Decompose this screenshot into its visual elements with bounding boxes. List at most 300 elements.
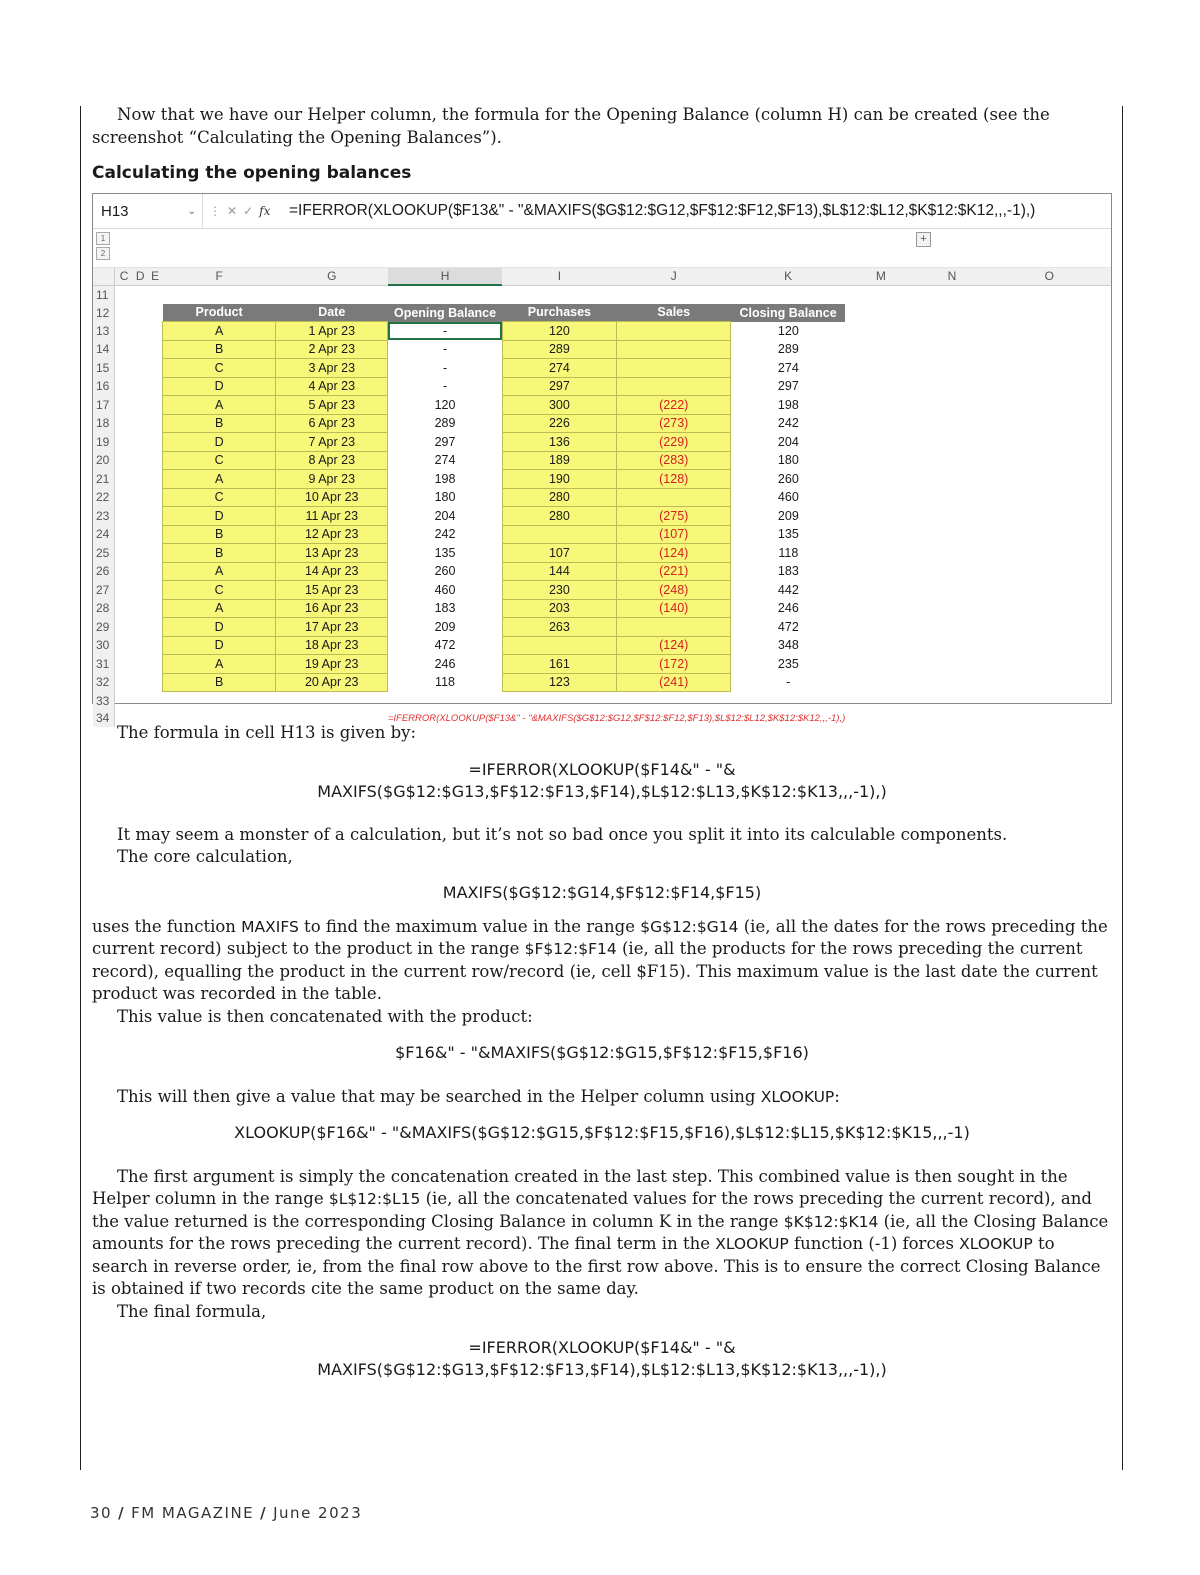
data-cell[interactable]: 107	[502, 544, 616, 563]
cell[interactable]	[148, 322, 163, 341]
cell[interactable]	[845, 488, 916, 507]
cell[interactable]	[133, 359, 148, 378]
column-header[interactable]: F	[163, 268, 276, 285]
cell[interactable]	[148, 451, 163, 470]
table-header-cell[interactable]: Product	[163, 304, 276, 322]
data-cell[interactable]: 289	[502, 340, 616, 359]
data-cell[interactable]: (107)	[617, 525, 731, 544]
data-cell[interactable]: 472	[777, 619, 799, 634]
cell[interactable]	[133, 377, 148, 396]
cell[interactable]	[845, 433, 916, 452]
row-header[interactable]: 18	[93, 414, 115, 433]
cell[interactable]	[916, 581, 987, 600]
data-cell[interactable]: 246	[434, 656, 456, 671]
data-cell[interactable]: 472	[434, 638, 456, 653]
data-cell[interactable]: 118	[778, 545, 799, 560]
data-cell[interactable]: B	[163, 340, 276, 359]
row-header[interactable]: 29	[93, 618, 115, 637]
cell[interactable]	[845, 304, 916, 322]
cell[interactable]	[148, 285, 163, 304]
cell[interactable]	[845, 636, 916, 655]
cell[interactable]	[916, 470, 987, 489]
cell[interactable]	[845, 322, 916, 341]
data-cell[interactable]: 10 Apr 23	[276, 488, 388, 507]
cell[interactable]	[115, 710, 133, 728]
cell[interactable]	[133, 304, 148, 322]
data-cell[interactable]: (241)	[617, 673, 731, 692]
cell[interactable]	[988, 544, 1111, 563]
data-cell[interactable]: -	[442, 342, 448, 357]
column-header[interactable]: I	[502, 268, 616, 285]
more-icon[interactable]: ⋮	[209, 204, 221, 218]
data-cell[interactable]: 274	[777, 360, 799, 375]
cell[interactable]	[988, 618, 1111, 637]
cell[interactable]	[133, 414, 148, 433]
row-header[interactable]: 15	[93, 359, 115, 378]
data-cell[interactable]: C	[163, 359, 276, 378]
cell[interactable]	[988, 599, 1111, 618]
cell[interactable]	[148, 359, 163, 378]
data-cell[interactable]: 9 Apr 23	[276, 470, 388, 489]
cell[interactable]	[916, 285, 987, 304]
data-cell[interactable]: 135	[777, 527, 799, 542]
cell[interactable]	[133, 396, 148, 415]
data-cell[interactable]: 135	[434, 545, 456, 560]
cell[interactable]	[115, 304, 133, 322]
column-header[interactable]: N	[916, 268, 987, 285]
data-cell[interactable]	[502, 636, 616, 655]
cell[interactable]	[148, 396, 163, 415]
data-cell[interactable]: 120	[777, 323, 799, 338]
cell[interactable]	[148, 304, 163, 322]
data-cell[interactable]: A	[163, 599, 276, 618]
cell[interactable]	[988, 710, 1111, 728]
data-cell[interactable]: 15 Apr 23	[276, 581, 388, 600]
data-cell[interactable]: 1 Apr 23	[276, 322, 388, 341]
cell[interactable]	[988, 359, 1111, 378]
row-header[interactable]: 32	[93, 673, 115, 692]
cell[interactable]	[916, 618, 987, 637]
cancel-icon[interactable]: ✕	[227, 204, 238, 218]
data-cell[interactable]: 460	[434, 582, 456, 597]
data-cell[interactable]: 274	[434, 453, 456, 468]
data-cell[interactable]: A	[163, 396, 276, 415]
data-cell[interactable]: 226	[502, 414, 616, 433]
data-cell[interactable]	[617, 340, 731, 359]
cell[interactable]	[988, 507, 1111, 526]
outline-level-2[interactable]: 2	[96, 247, 110, 260]
data-cell[interactable]: 209	[434, 619, 456, 634]
cell[interactable]	[115, 451, 133, 470]
data-cell[interactable]: 19 Apr 23	[276, 655, 388, 674]
row-header[interactable]: 21	[93, 470, 115, 489]
row-header[interactable]: 34	[93, 710, 115, 728]
data-cell[interactable]: 13 Apr 23	[276, 544, 388, 563]
cell[interactable]	[148, 599, 163, 618]
data-cell[interactable]: 18 Apr 23	[276, 636, 388, 655]
cell[interactable]	[916, 377, 987, 396]
data-cell[interactable]: 235	[777, 656, 799, 671]
row-header[interactable]: 19	[93, 433, 115, 452]
data-cell[interactable]: 203	[502, 599, 616, 618]
data-cell[interactable]: 260	[434, 564, 456, 579]
row-header[interactable]: 27	[93, 581, 115, 600]
column-header[interactable]: H	[388, 268, 502, 285]
cell[interactable]	[133, 322, 148, 341]
row-header[interactable]: 25	[93, 544, 115, 563]
cell[interactable]	[115, 692, 133, 710]
cell[interactable]	[988, 655, 1111, 674]
table-header-cell[interactable]: Opening Balance	[388, 304, 502, 322]
cell[interactable]	[115, 525, 133, 544]
cell[interactable]	[502, 285, 616, 304]
cell[interactable]	[276, 710, 388, 728]
data-cell[interactable]: 280	[502, 507, 616, 526]
cell[interactable]	[845, 414, 916, 433]
data-cell[interactable]: 300	[502, 396, 616, 415]
row-header[interactable]: 31	[93, 655, 115, 674]
cell[interactable]	[988, 488, 1111, 507]
data-cell[interactable]: 6 Apr 23	[276, 414, 388, 433]
data-cell[interactable]: 5 Apr 23	[276, 396, 388, 415]
cell[interactable]	[916, 488, 987, 507]
cell[interactable]	[133, 581, 148, 600]
cell[interactable]	[276, 285, 388, 304]
cell[interactable]	[845, 285, 916, 304]
cell[interactable]	[988, 581, 1111, 600]
data-cell[interactable]: A	[163, 655, 276, 674]
data-cell[interactable]: (222)	[617, 396, 731, 415]
cell[interactable]	[115, 507, 133, 526]
cell[interactable]	[916, 562, 987, 581]
data-cell[interactable]: 198	[777, 397, 799, 412]
cell[interactable]	[148, 414, 163, 433]
data-cell[interactable]: 263	[502, 618, 616, 637]
row-header[interactable]: 33	[93, 692, 115, 710]
cell[interactable]	[988, 285, 1111, 304]
data-cell[interactable]: 11 Apr 23	[276, 507, 388, 526]
cell[interactable]	[133, 636, 148, 655]
cell[interactable]	[115, 470, 133, 489]
data-cell[interactable]: B	[163, 414, 276, 433]
data-cell[interactable]: 204	[777, 434, 799, 449]
data-cell[interactable]: 289	[777, 342, 799, 357]
row-header[interactable]: 23	[93, 507, 115, 526]
cell[interactable]	[916, 359, 987, 378]
cell[interactable]	[916, 340, 987, 359]
cell[interactable]	[731, 285, 845, 304]
cell[interactable]	[845, 710, 916, 728]
cell[interactable]	[133, 692, 148, 710]
row-header[interactable]: 16	[93, 377, 115, 396]
cell[interactable]	[148, 618, 163, 637]
cell[interactable]	[148, 433, 163, 452]
data-cell[interactable]: 8 Apr 23	[276, 451, 388, 470]
cell[interactable]	[133, 433, 148, 452]
data-cell[interactable]: 16 Apr 23	[276, 599, 388, 618]
data-cell[interactable]: 180	[777, 453, 799, 468]
cell[interactable]	[916, 451, 987, 470]
cell[interactable]	[988, 636, 1111, 655]
cell[interactable]	[845, 451, 916, 470]
cell[interactable]	[133, 673, 148, 692]
data-cell[interactable]: (229)	[617, 433, 731, 452]
column-header[interactable]: E	[148, 268, 163, 285]
cell[interactable]	[845, 396, 916, 415]
cell[interactable]	[845, 525, 916, 544]
cell[interactable]	[115, 544, 133, 563]
data-cell[interactable]: (172)	[617, 655, 731, 674]
cell[interactable]	[845, 340, 916, 359]
cell[interactable]	[916, 710, 987, 728]
data-cell[interactable]: A	[163, 562, 276, 581]
corner-cell[interactable]	[93, 268, 115, 285]
data-cell[interactable]: (128)	[617, 470, 731, 489]
cell[interactable]	[916, 304, 987, 322]
data-cell[interactable]: 118	[435, 675, 455, 690]
column-header[interactable]: J	[617, 268, 731, 285]
expand-group-button[interactable]: +	[916, 232, 931, 247]
cell[interactable]	[115, 377, 133, 396]
cell[interactable]	[988, 433, 1111, 452]
row-header[interactable]: 12	[93, 304, 115, 322]
row-header[interactable]: 11	[93, 285, 115, 304]
cell[interactable]	[115, 655, 133, 674]
data-cell[interactable]: (283)	[617, 451, 731, 470]
data-cell[interactable]: 297	[502, 377, 616, 396]
cell[interactable]	[148, 581, 163, 600]
function-icon[interactable]: fx	[259, 204, 271, 218]
data-cell[interactable]: 242	[434, 527, 456, 542]
data-cell[interactable]: 123	[502, 673, 616, 692]
data-cell[interactable]: 17 Apr 23	[276, 618, 388, 637]
cell[interactable]	[988, 414, 1111, 433]
data-cell[interactable]	[617, 359, 731, 378]
column-header[interactable]: K	[731, 268, 845, 285]
data-cell[interactable]: 7 Apr 23	[276, 433, 388, 452]
row-header[interactable]: 24	[93, 525, 115, 544]
data-cell[interactable]: D	[163, 636, 276, 655]
cell[interactable]	[163, 710, 276, 728]
cell[interactable]	[502, 692, 616, 710]
cell[interactable]	[845, 562, 916, 581]
cell[interactable]	[115, 562, 133, 581]
data-cell[interactable]: 183	[434, 601, 456, 616]
cell[interactable]	[163, 692, 276, 710]
data-cell[interactable]: 189	[502, 451, 616, 470]
data-cell[interactable]: 289	[434, 416, 456, 431]
data-cell[interactable]: D	[163, 507, 276, 526]
data-cell[interactable]: A	[163, 470, 276, 489]
data-cell[interactable]: 230	[502, 581, 616, 600]
cell[interactable]	[916, 692, 987, 710]
row-header[interactable]: 22	[93, 488, 115, 507]
data-cell[interactable]: 14 Apr 23	[276, 562, 388, 581]
data-cell[interactable]: 183	[777, 564, 799, 579]
cell[interactable]	[916, 655, 987, 674]
cell[interactable]	[148, 710, 163, 728]
cell[interactable]	[133, 525, 148, 544]
data-cell[interactable]: D	[163, 377, 276, 396]
data-cell[interactable]: 246	[777, 601, 799, 616]
cell[interactable]	[115, 359, 133, 378]
cell[interactable]	[845, 673, 916, 692]
cell[interactable]	[845, 359, 916, 378]
cell[interactable]	[115, 488, 133, 507]
cell[interactable]	[148, 525, 163, 544]
data-cell[interactable]: A	[163, 322, 276, 341]
cell[interactable]	[133, 285, 148, 304]
data-cell[interactable]: -	[442, 379, 448, 394]
row-header[interactable]: 17	[93, 396, 115, 415]
data-cell[interactable]: (248)	[617, 581, 731, 600]
data-cell[interactable]: 348	[777, 638, 799, 653]
cell[interactable]	[133, 451, 148, 470]
data-cell[interactable]: 297	[777, 379, 799, 394]
table-header-cell[interactable]: Date	[276, 304, 388, 322]
cell[interactable]	[617, 692, 731, 710]
cell[interactable]	[916, 433, 987, 452]
data-cell[interactable]: 4 Apr 23	[276, 377, 388, 396]
data-cell[interactable]: C	[163, 451, 276, 470]
table-header-cell[interactable]: Sales	[617, 304, 731, 322]
cell[interactable]	[148, 692, 163, 710]
data-cell[interactable]: (273)	[617, 414, 731, 433]
data-cell[interactable]: 204	[434, 508, 456, 523]
cell[interactable]	[115, 581, 133, 600]
cell[interactable]	[115, 636, 133, 655]
data-cell[interactable]: 12 Apr 23	[276, 525, 388, 544]
data-cell[interactable]: D	[163, 618, 276, 637]
data-cell[interactable]: D	[163, 433, 276, 452]
data-cell[interactable]: 198	[434, 471, 456, 486]
cell[interactable]	[988, 377, 1111, 396]
data-cell[interactable]: C	[163, 488, 276, 507]
cell[interactable]	[133, 655, 148, 674]
cell[interactable]	[148, 470, 163, 489]
cell[interactable]	[115, 285, 133, 304]
data-cell[interactable]: 3 Apr 23	[276, 359, 388, 378]
cell[interactable]	[133, 470, 148, 489]
cell[interactable]	[133, 710, 148, 728]
cell[interactable]	[133, 618, 148, 637]
data-cell[interactable]: 297	[434, 434, 456, 449]
data-cell[interactable]: -	[442, 360, 448, 375]
cell[interactable]	[133, 340, 148, 359]
data-cell[interactable]: 190	[502, 470, 616, 489]
cell[interactable]	[916, 507, 987, 526]
cell[interactable]	[916, 322, 987, 341]
cell[interactable]	[845, 507, 916, 526]
data-cell[interactable]: 136	[502, 433, 616, 452]
data-cell[interactable]	[617, 377, 731, 396]
cell[interactable]	[988, 322, 1111, 341]
cell[interactable]	[988, 525, 1111, 544]
data-cell[interactable]: (140)	[617, 599, 731, 618]
cell[interactable]	[148, 377, 163, 396]
cell[interactable]	[148, 340, 163, 359]
cell[interactable]	[845, 599, 916, 618]
data-cell[interactable]: B	[163, 525, 276, 544]
name-box[interactable]	[93, 194, 203, 228]
chevron-down-icon[interactable]: ⌄	[187, 205, 196, 217]
outline-level-1[interactable]: 1	[96, 232, 110, 245]
data-cell[interactable]: 120	[434, 397, 456, 412]
data-cell[interactable]: 209	[777, 508, 799, 523]
data-cell[interactable]: 120	[502, 322, 616, 341]
data-cell[interactable]: 280	[502, 488, 616, 507]
cell[interactable]	[148, 544, 163, 563]
cell[interactable]	[916, 599, 987, 618]
cell[interactable]	[916, 544, 987, 563]
column-header[interactable]: M	[845, 268, 916, 285]
row-header[interactable]: 14	[93, 340, 115, 359]
cell[interactable]	[133, 544, 148, 563]
cell[interactable]	[115, 433, 133, 452]
cell[interactable]	[148, 636, 163, 655]
confirm-icon[interactable]: ✓	[243, 204, 254, 218]
table-header-cell[interactable]: Purchases	[502, 304, 616, 322]
row-header[interactable]: 20	[93, 451, 115, 470]
cell[interactable]	[133, 507, 148, 526]
cell[interactable]	[988, 304, 1111, 322]
row-header[interactable]: 28	[93, 599, 115, 618]
cell[interactable]	[845, 581, 916, 600]
cell[interactable]	[988, 673, 1111, 692]
cell[interactable]	[115, 322, 133, 341]
cell[interactable]	[845, 470, 916, 489]
data-cell[interactable]: -	[388, 322, 502, 341]
data-cell[interactable]: 20 Apr 23	[276, 673, 388, 692]
column-header[interactable]: C	[115, 268, 133, 285]
table-header-cell[interactable]: Closing Balance	[731, 304, 845, 322]
column-header[interactable]: G	[276, 268, 388, 285]
data-cell[interactable]: 274	[502, 359, 616, 378]
cell[interactable]	[133, 562, 148, 581]
cell[interactable]	[988, 396, 1111, 415]
cell[interactable]	[916, 525, 987, 544]
data-cell[interactable]	[617, 618, 731, 637]
data-cell[interactable]: C	[163, 581, 276, 600]
data-cell[interactable]: (124)	[617, 636, 731, 655]
cell[interactable]	[845, 655, 916, 674]
data-cell[interactable]: 161	[502, 655, 616, 674]
cell[interactable]	[148, 562, 163, 581]
data-cell[interactable]: (221)	[617, 562, 731, 581]
cell[interactable]	[115, 599, 133, 618]
cell[interactable]	[845, 692, 916, 710]
cell[interactable]	[115, 618, 133, 637]
formula-input[interactable]: =IFERROR(XLOOKUP($F13&" - "&MAXIFS($G$12:$G12,$F$12:$F12,$F13),$L$12:$L12,$K$12:$K12,,,-1),)	[289, 202, 1036, 219]
cell[interactable]	[148, 673, 163, 692]
cell[interactable]	[133, 599, 148, 618]
cell[interactable]	[617, 285, 731, 304]
data-cell[interactable]: 442	[777, 582, 799, 597]
cell[interactable]	[148, 488, 163, 507]
data-cell[interactable]	[617, 488, 731, 507]
data-cell[interactable]	[502, 525, 616, 544]
cell[interactable]	[988, 451, 1111, 470]
cell[interactable]	[388, 285, 502, 304]
cell[interactable]	[115, 340, 133, 359]
column-header[interactable]: D	[133, 268, 148, 285]
cell[interactable]	[731, 692, 845, 710]
data-cell[interactable]: 460	[777, 490, 799, 505]
cell[interactable]	[916, 396, 987, 415]
cell[interactable]	[115, 414, 133, 433]
data-cell[interactable]: -	[786, 675, 791, 690]
data-cell[interactable]: 242	[777, 416, 799, 431]
